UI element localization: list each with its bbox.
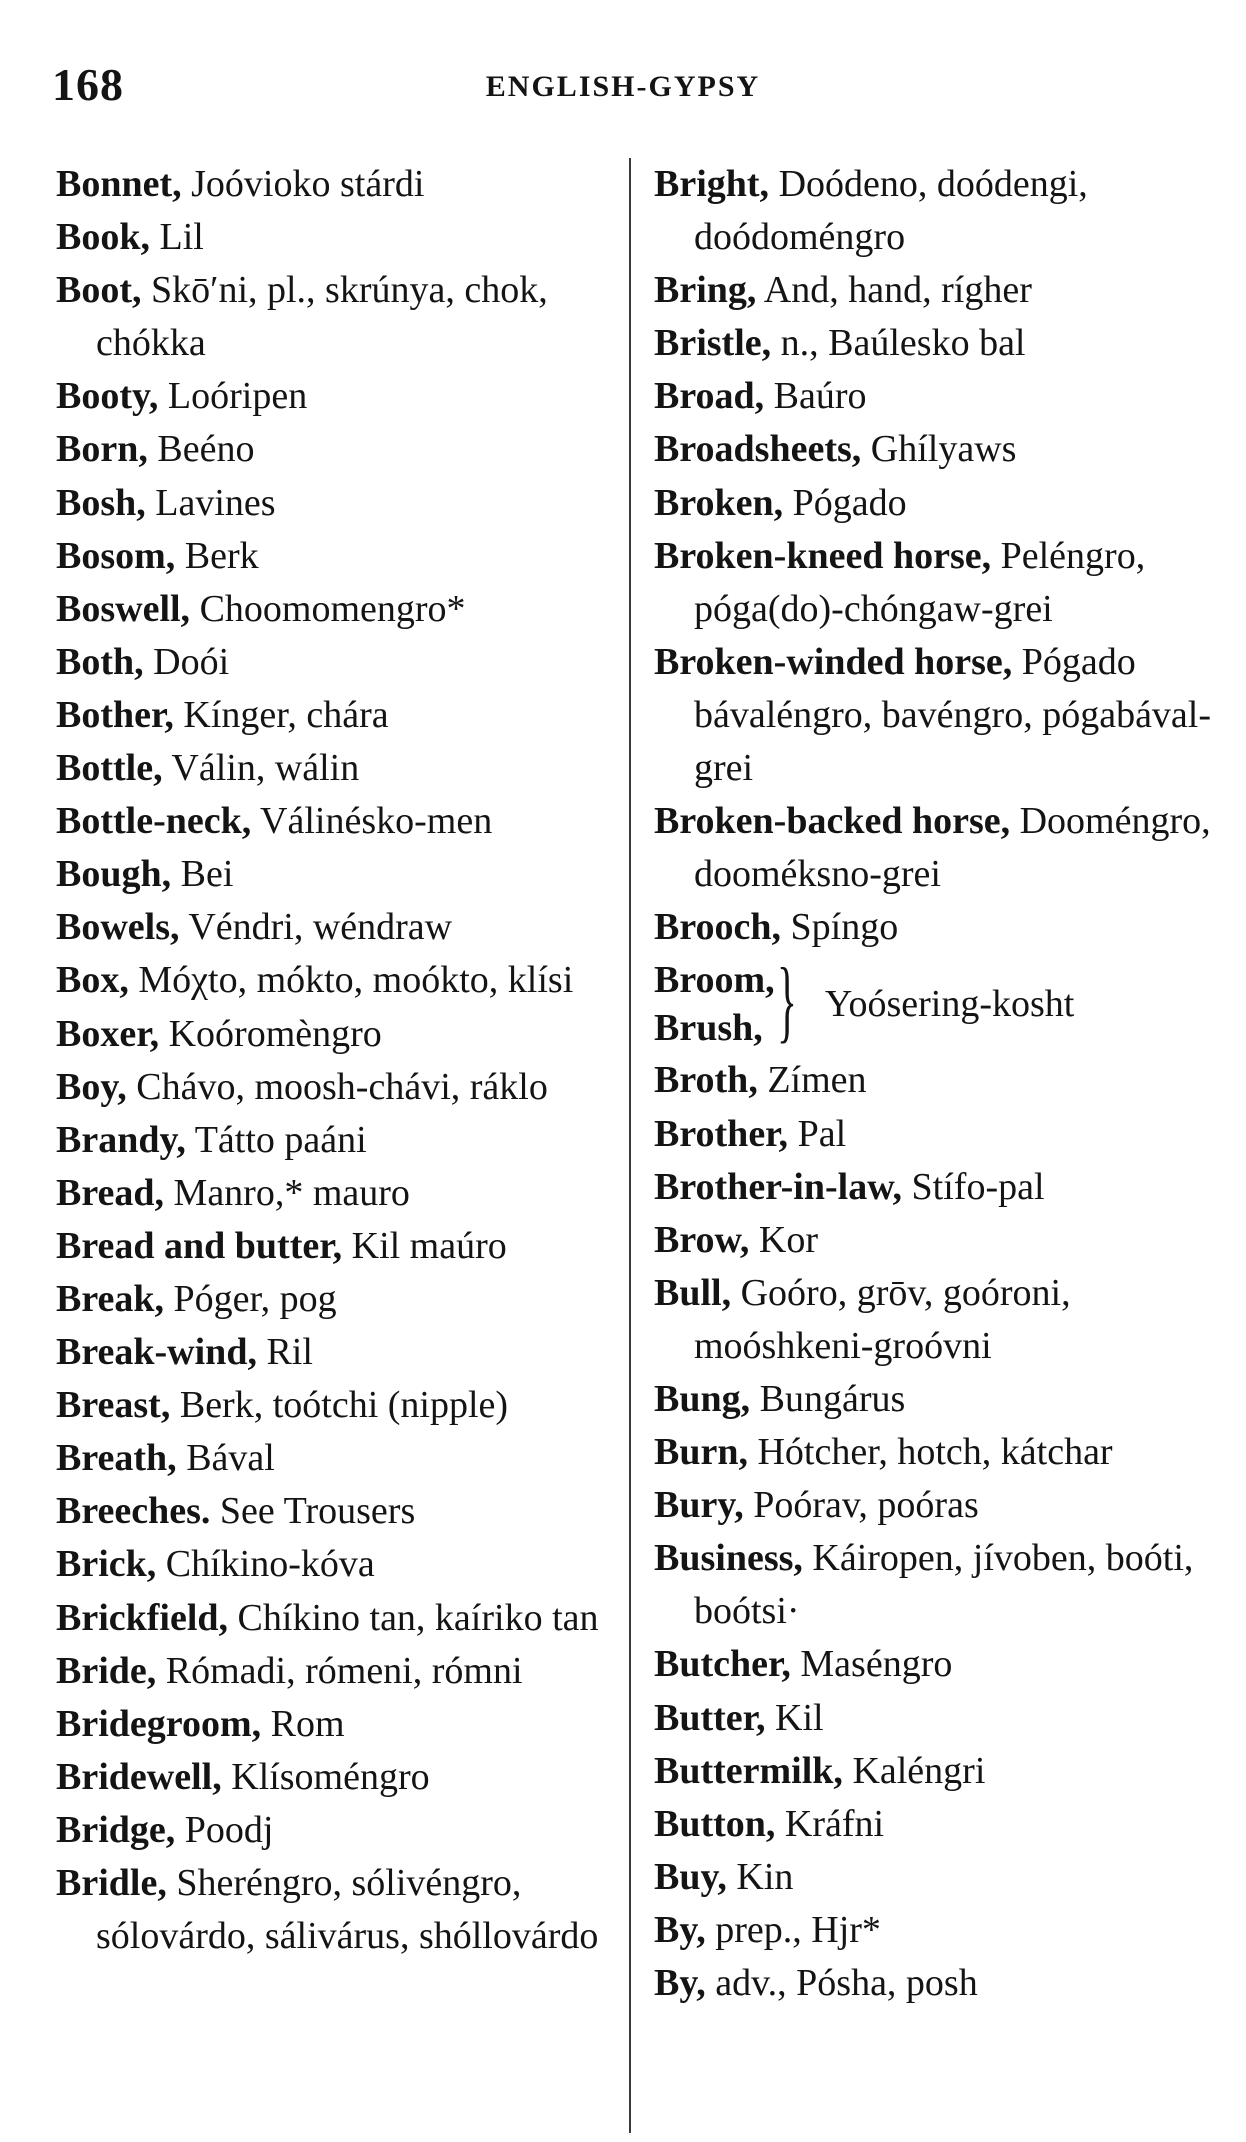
entry: Bring, And, hand, rígher <box>654 269 1032 312</box>
entry: Bowels, Véndri, wéndraw <box>56 906 453 949</box>
entry: Boy, Chávo, moosh-chávi, ráklo <box>56 1065 548 1108</box>
entry: Brooch, Spíngo <box>654 906 899 949</box>
entry: Business, Káiropen, jívoben, boóti, boótsi· <box>654 1537 1194 1633</box>
entry: Bridewell, Klísoméngro <box>56 1755 430 1798</box>
headword: Broom, <box>654 959 775 1002</box>
entry: Brickfield, Chíkino tan, kaíriko tan <box>56 1596 599 1639</box>
entry: Bosh, Lavines <box>56 481 276 524</box>
entry: Broadsheets, Ghílyaws <box>654 428 1017 471</box>
entry: Bridle, Sheréngro, sólivéngro, sólovárdo, sálivárus, shóllovárdo <box>56 1862 599 1958</box>
entry: Brother-in-law, Stífo-pal <box>654 1165 1045 1208</box>
page-number: 168 <box>52 59 124 110</box>
entry: Bright, Doódeno, doódengi, doódoméngro <box>654 163 1088 259</box>
entry: Brow, Kor <box>654 1218 818 1261</box>
entry: Bridegroom, Rom <box>56 1702 345 1745</box>
entry: Button, Kráfni <box>654 1802 885 1845</box>
grouped-entry <box>654 949 1224 1054</box>
entry: Bread, Manro,* mauro <box>56 1171 410 1214</box>
right-column <box>654 158 1224 2010</box>
entry: Bough, Bei <box>56 853 234 896</box>
entry: Bosom, Berk <box>56 534 259 577</box>
entry: Buy, Kin <box>654 1855 794 1898</box>
entry: Boot, Skō′ni, pl., skrúnya, chok, chókka <box>56 269 548 365</box>
entry: Boxer, Koóromèngro <box>56 1012 382 1055</box>
entry: Breath, Bával <box>56 1437 275 1480</box>
entry: Both, Doói <box>56 640 230 683</box>
entry: By, prep., Hjr* <box>654 1908 881 1951</box>
entry: Butter, Kil <box>654 1696 824 1739</box>
entry: Broth, Zímen <box>654 1059 867 1102</box>
entry: Break-wind, Ril <box>56 1331 313 1374</box>
entry: Broken-backed horse, Dooméngro, dooméksno-grei <box>654 800 1211 896</box>
entry: Bung, Bungárus <box>654 1377 906 1420</box>
entry: Broken-winded horse, Pógado bávaléngro, bavéngro, pógabával-grei <box>654 640 1212 790</box>
entry: Broken, Pógado <box>654 481 907 524</box>
headword: Brush, <box>654 1007 763 1050</box>
entry: Bury, Poórav, poóras <box>654 1484 979 1527</box>
entry: Bridge, Poodj <box>56 1808 274 1851</box>
entry: Bread and butter, Kil maúro <box>56 1224 507 1267</box>
running-head: ENGLISH-GYPSY <box>485 70 761 103</box>
entry: Box, Móχto, mókto, moókto, klísi <box>56 959 574 1002</box>
entry: Bottle, Válin, wálin <box>56 747 360 790</box>
entry: Broad, Baúro <box>654 375 867 418</box>
entry: Break, Póger, pog <box>56 1277 337 1320</box>
entry: Bull, Goóro, grōv, goóroni, moóshkeni-groóvni <box>654 1271 1071 1367</box>
entry: Brandy, Tátto paáni <box>56 1118 367 1161</box>
entry: Burn, Hótcher, hotch, kátchar <box>654 1431 1113 1474</box>
entry: Bristle, n., Baúlesko bal <box>654 322 1026 365</box>
grouped-headwords <box>654 956 775 1052</box>
entry: Butcher, Maséngro <box>654 1643 953 1686</box>
entry: Boswell, Choomomengro* <box>56 587 466 630</box>
brace: } <box>776 949 797 1052</box>
entry: Breast, Berk, toótchi (nipple) <box>56 1384 509 1427</box>
gloss: Yoósering-kosht <box>824 982 1075 1025</box>
entry: Bottle-neck, Válinésko-men <box>56 800 493 843</box>
left-column <box>56 158 632 1963</box>
entry: By, adv., Pósha, posh <box>654 1962 978 2004</box>
entry: Broken-kneed horse, Peléngro, póga(do)-chóngaw-grei <box>654 534 1146 630</box>
entry: Bride, Rómadi, rómeni, rómni <box>56 1649 523 1692</box>
entry: Buttermilk, Kaléngri <box>654 1749 986 1792</box>
entry: Brick, Chíkino-kóva <box>56 1543 375 1586</box>
entry: Bother, Kínger, chára <box>56 693 389 736</box>
entry: Booty, Loóripen <box>56 375 308 418</box>
entry: Book, Lil <box>56 216 204 259</box>
entry: Brother, Pal <box>654 1112 847 1155</box>
entry: Breeches. See Trousers <box>56 1490 416 1533</box>
column-divider <box>629 158 631 2133</box>
entry: Bonnet, Joóvioko stárdi <box>56 163 425 205</box>
entry: Born, Beéno <box>56 428 255 471</box>
